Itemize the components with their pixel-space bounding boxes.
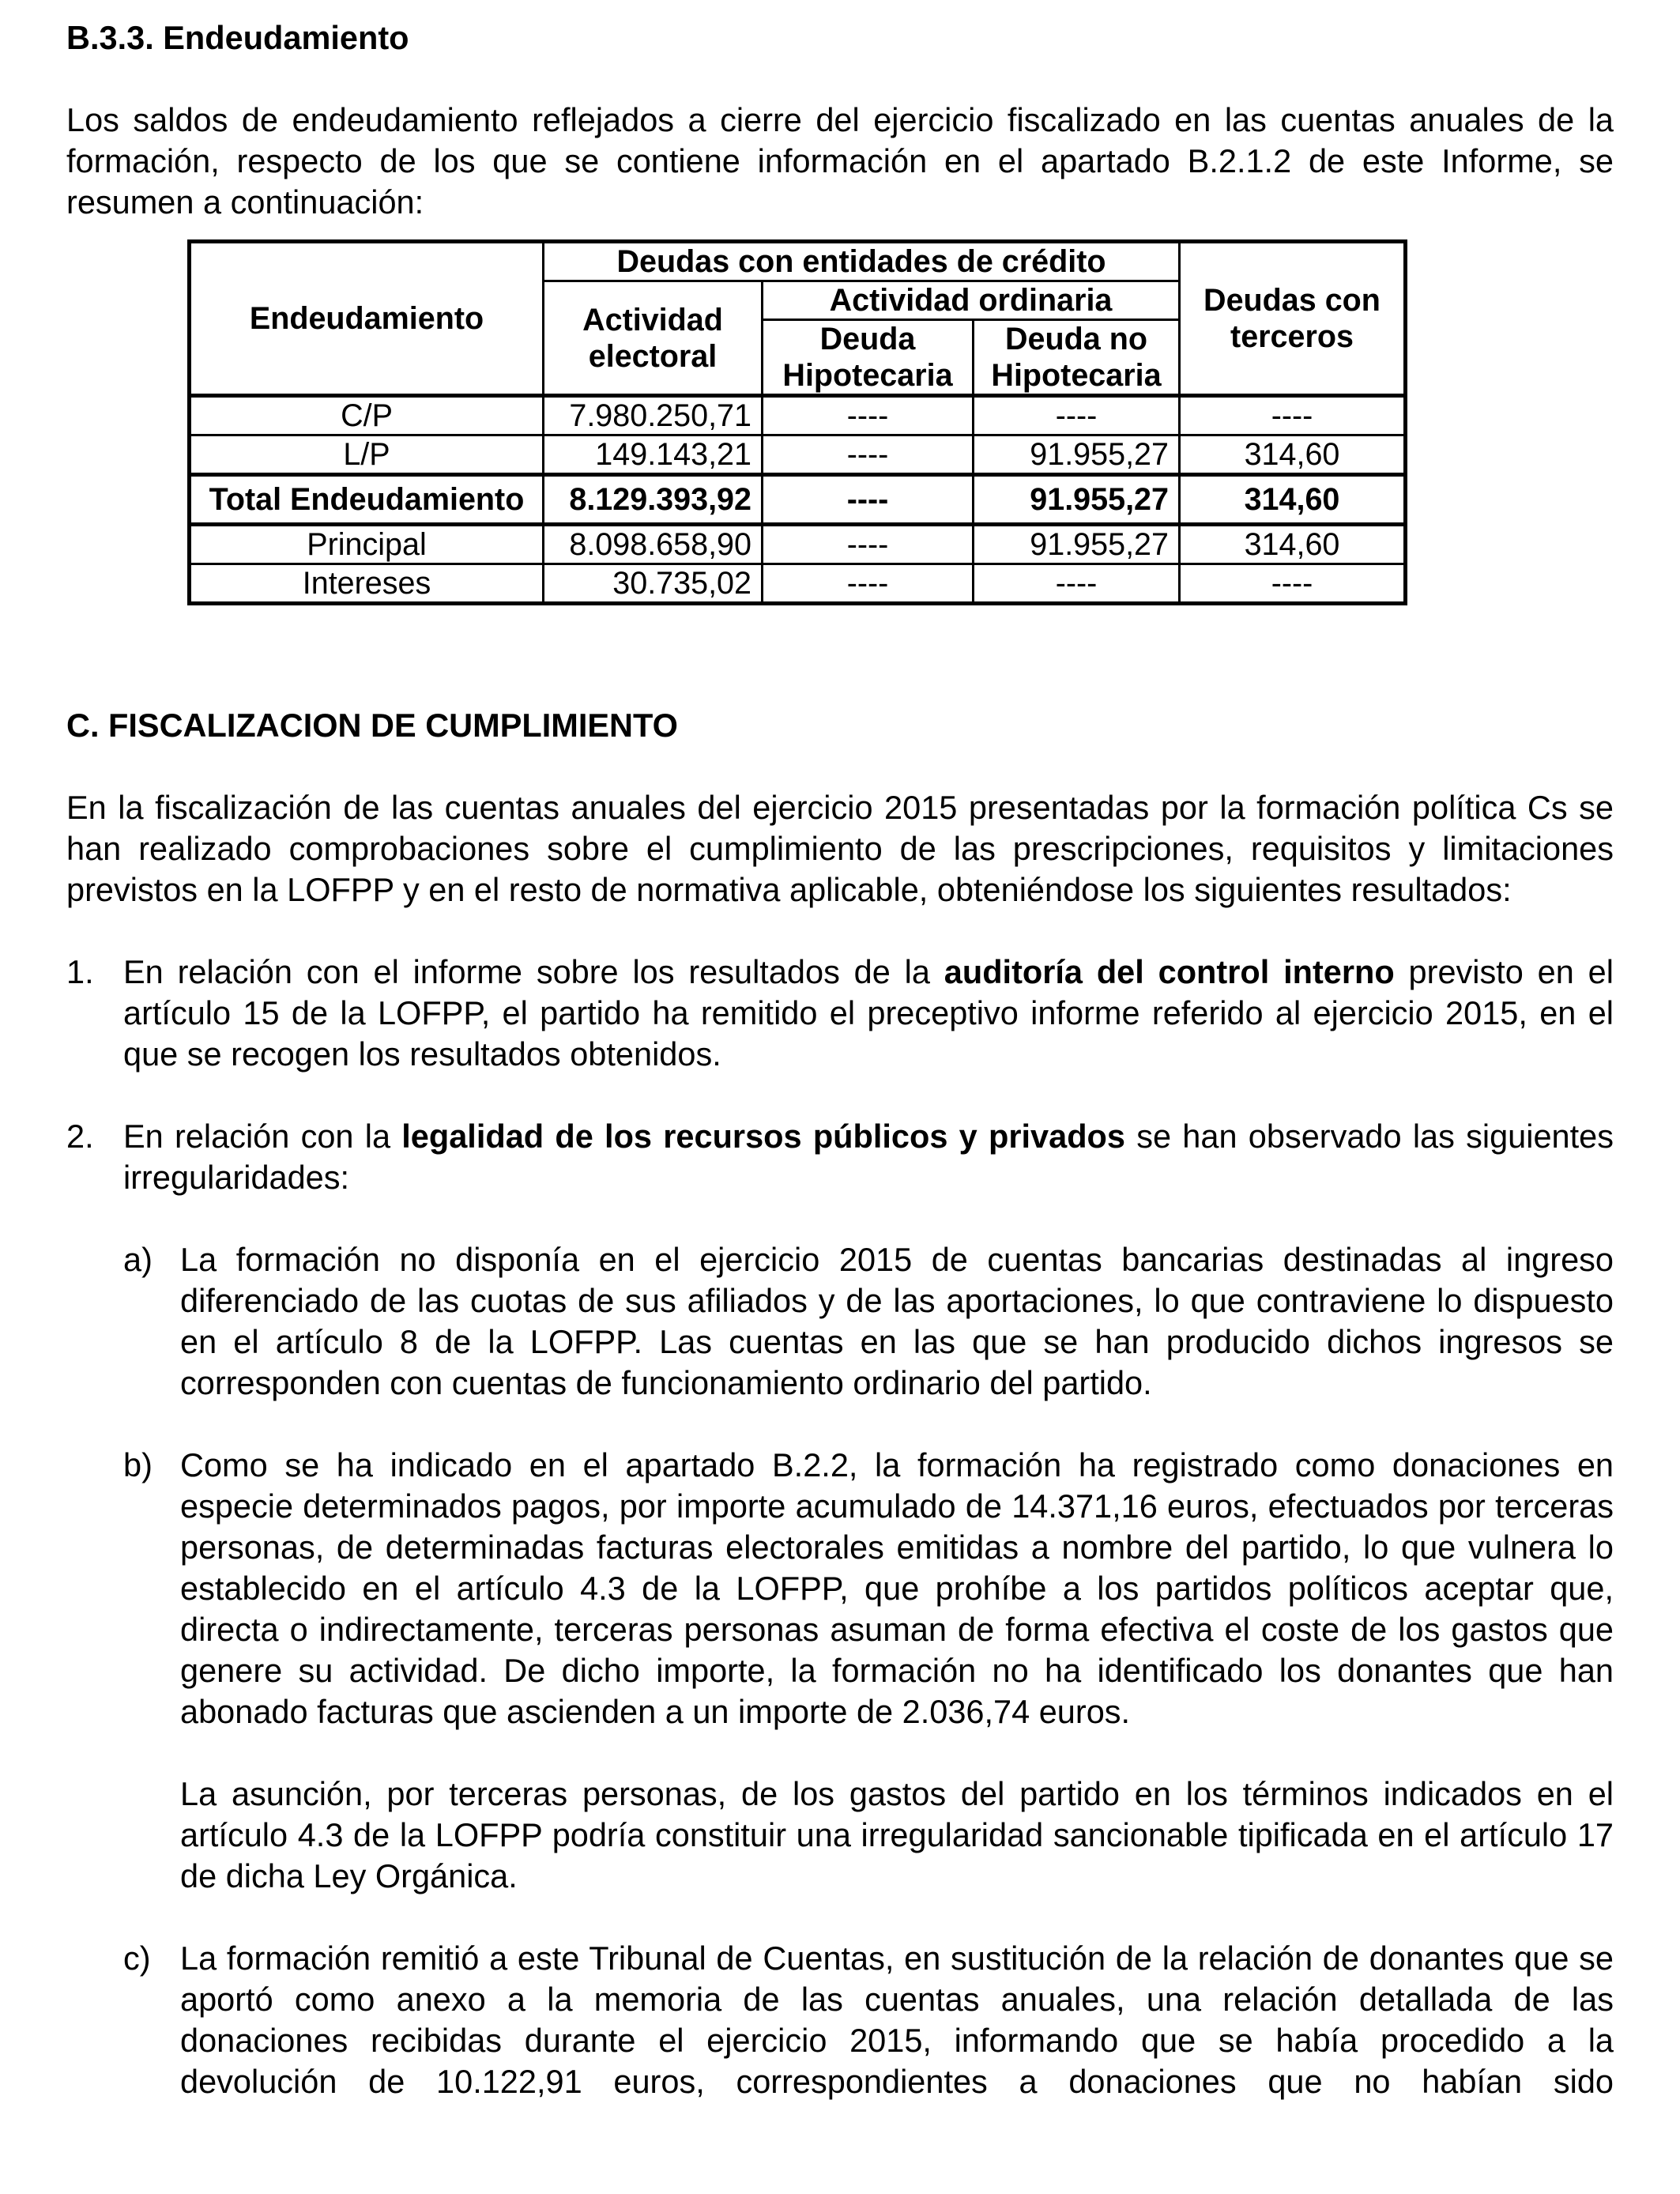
sub-item-letter: b) xyxy=(123,1446,153,1483)
list-number: 2. xyxy=(66,1118,94,1155)
section-c xyxy=(66,705,1614,2102)
document-page xyxy=(66,17,1614,223)
cell-terceros: 314,60 xyxy=(1180,475,1406,525)
cell-hipotecaria: ---- xyxy=(763,435,974,475)
cell-hipotecaria: ---- xyxy=(763,396,974,435)
row-label: Principal xyxy=(190,525,544,564)
bold-term: legalidad de los recursos públicos y privados xyxy=(401,1118,1125,1155)
table-row xyxy=(190,396,1406,435)
header-deudas-entidades: Deudas con entidades de crédito xyxy=(544,242,1180,281)
cell-electoral: 7.980.250,71 xyxy=(544,396,763,435)
cell-no-hipotecaria: ---- xyxy=(974,564,1180,604)
sub-item-letter: a) xyxy=(123,1241,153,1278)
row-label: L/P xyxy=(190,435,544,475)
sub-item-text-2: La asunción, por terceras personas, de los gastos del partido en los términos indicados en el artículo 4.3 de la LOFPP podría constituir una irregularidad sancionable tipificada en el artículo 17 de dicha Ley Orgánica. xyxy=(180,1775,1614,1894)
header-actividad-ordinaria: Actividad ordinaria xyxy=(763,281,1180,320)
sub-item-letter: c) xyxy=(123,1940,151,1977)
section-b33-intro: Los saldos de endeudamiento reflejados a cierre del ejercicio fiscalizado en las cuentas anuales de la formación, respecto de los que se contiene información en el apartado B.2.1.2 de este Informe, se resumen a continuación: xyxy=(66,101,1614,221)
cell-electoral: 149.143,21 xyxy=(544,435,763,475)
cell-electoral: 8.098.658,90 xyxy=(544,525,763,564)
list-item-1 xyxy=(66,952,1614,1075)
sub-item-text: La formación no disponía en el ejercicio 2015 de cuentas bancarias destinadas al ingreso diferenciado de las cuotas de sus afiliados y de las aportaciones, lo que contraviene lo dispuesto en el artículo 8 de la LOFPP. Las cuentas en las que se han producido dichos ingresos se corresponden con cuentas de funcionamiento ordinario del partido. xyxy=(180,1241,1614,1401)
debt-table xyxy=(187,239,1407,605)
cell-no-hipotecaria: ---- xyxy=(974,396,1180,435)
cell-no-hipotecaria: 91.955,27 xyxy=(974,435,1180,475)
section-c-intro: En la fiscalización de las cuentas anuales del ejercicio 2015 presentadas por la formación política Cs se han realizado comprobaciones sobre el cumplimiento de las prescripciones, requisitos y limitaciones previstos en la LOFPP y en el resto de normativa aplicable, obteniéndose los siguientes resultados: xyxy=(66,789,1614,908)
list-item-text: En relación con la legalidad de los recursos públicos y privados se han observado las siguientes irregularidades: xyxy=(123,1118,1614,1196)
table-row xyxy=(190,525,1406,564)
row-label: Intereses xyxy=(190,564,544,604)
table-row-total xyxy=(190,475,1406,525)
cell-no-hipotecaria: 91.955,27 xyxy=(974,475,1180,525)
header-deuda-hipotecaria: Deuda Hipotecaria xyxy=(763,320,974,396)
cell-terceros: ---- xyxy=(1180,564,1406,604)
header-deuda-no-hipotecaria: Deuda no Hipotecaria xyxy=(974,320,1180,396)
cell-hipotecaria: ---- xyxy=(763,525,974,564)
bold-term: auditoría del control interno xyxy=(944,953,1395,990)
cell-electoral: 30.735,02 xyxy=(544,564,763,604)
header-actividad-electoral: Actividad electoral xyxy=(544,281,763,396)
sub-item-a xyxy=(123,1239,1614,1404)
row-label: Total Endeudamiento xyxy=(190,475,544,525)
list-number: 1. xyxy=(66,953,94,990)
table-row xyxy=(190,435,1406,475)
cell-hipotecaria: ---- xyxy=(763,475,974,525)
sub-item-text: Como se ha indicado en el apartado B.2.2, la formación ha registrado como donaciones en especie determinados pagos, por importe acumulado de 14.371,16 euros, efectuados por terceras personas, de determinadas facturas electorales emitidas a nombre del partido, lo que vulnera lo establecido en el artículo 4.3 de la LOFPP, que prohíbe a los partidos políticos aceptar que, directa o indirectamente, terceras personas asuman de forma efectiva el coste de los gastos que genere su actividad. De dicho importe, la formación no ha identificado los donantes que han abonado facturas que ascienden a un importe de 2.036,74 euros. xyxy=(180,1446,1614,1730)
cell-no-hipotecaria: 91.955,27 xyxy=(974,525,1180,564)
sub-item-text: La formación remitió a este Tribunal de Cuentas, en sustitución de la relación de donantes que se aportó como anexo a la memoria de las cuentas anuales, una relación detallada de las donaciones recibidas durante el ejercicio 2015, informando que se había procedido a la devolución de 10.122,91 euros, correspondientes a donaciones que no habían sido xyxy=(180,1940,1614,2100)
cell-terceros: 314,60 xyxy=(1180,525,1406,564)
cell-hipotecaria: ---- xyxy=(763,564,974,604)
cell-terceros: ---- xyxy=(1180,396,1406,435)
list-item-2 xyxy=(66,1116,1614,1198)
section-heading-b33: B.3.3. Endeudamiento xyxy=(66,19,409,56)
table-row xyxy=(190,564,1406,604)
list-item-text: En relación con el informe sobre los resultados de la auditoría del control interno previsto en el artículo 15 de la LOFPP, el partido ha remitido el preceptivo informe referido al ejercicio 2015, en el que se recogen los resultados obtenidos. xyxy=(123,953,1614,1072)
sub-item-b xyxy=(123,1445,1614,1897)
row-label: C/P xyxy=(190,396,544,435)
section-heading-c: C. FISCALIZACION DE CUMPLIMIENTO xyxy=(66,707,678,744)
sub-item-c xyxy=(123,1938,1614,2102)
cell-electoral: 8.129.393,92 xyxy=(544,475,763,525)
header-endeudamiento: Endeudamiento xyxy=(190,242,544,396)
cell-terceros: 314,60 xyxy=(1180,435,1406,475)
header-deudas-terceros: Deudas con terceros xyxy=(1180,242,1406,396)
